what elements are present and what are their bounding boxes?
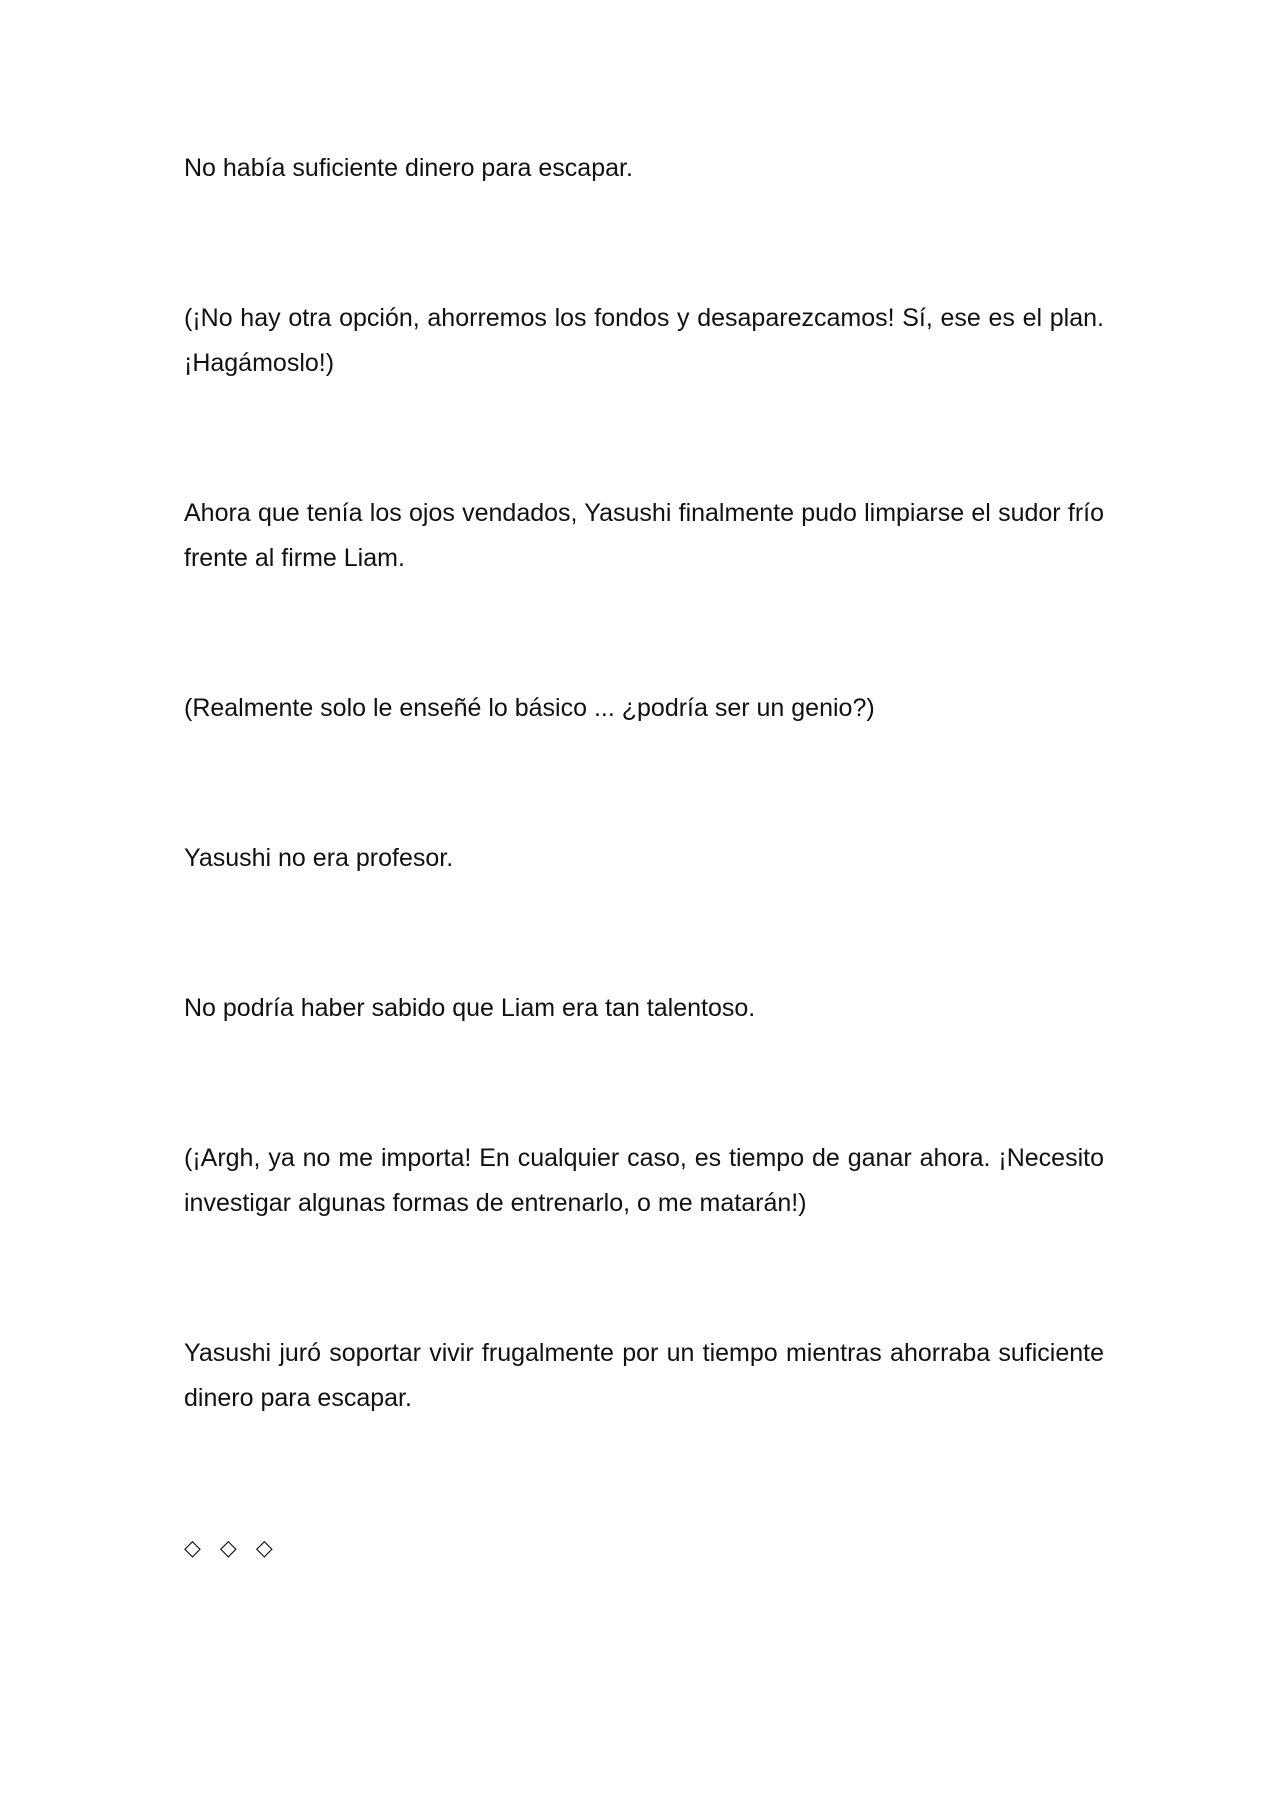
- paragraph-1: No había suficiente dinero para escapar.: [184, 154, 633, 182]
- paragraph-4: (Realmente solo le enseñé lo básico ... ¿podría ser un genio?): [184, 694, 875, 722]
- paragraph-6: No podría haber sabido que Liam era tan talentoso.: [184, 994, 756, 1022]
- paragraph-2: (¡No hay otra opción, ahorremos los fondos y desaparezcamos! Sí, ese es el plan. ¡Hagámoslo!): [184, 304, 1104, 377]
- paragraph-3: Ahora que tenía los ojos vendados, Yasushi finalmente pudo limpiarse el sudor frío frente al firme Liam.: [184, 499, 1104, 572]
- paragraph-5: Yasushi no era profesor.: [184, 844, 454, 872]
- paragraph-8: Yasushi juró soportar vivir frugalmente por un tiempo mientras ahorraba suficiente dinero para escapar.: [184, 1339, 1104, 1412]
- scene-break: ◇ ◇ ◇: [184, 1536, 279, 1561]
- paragraph-7: (¡Argh, ya no me importa! En cualquier caso, es tiempo de ganar ahora. ¡Necesito investigar algunas formas de entrenarlo, o me matarán!): [184, 1144, 1104, 1217]
